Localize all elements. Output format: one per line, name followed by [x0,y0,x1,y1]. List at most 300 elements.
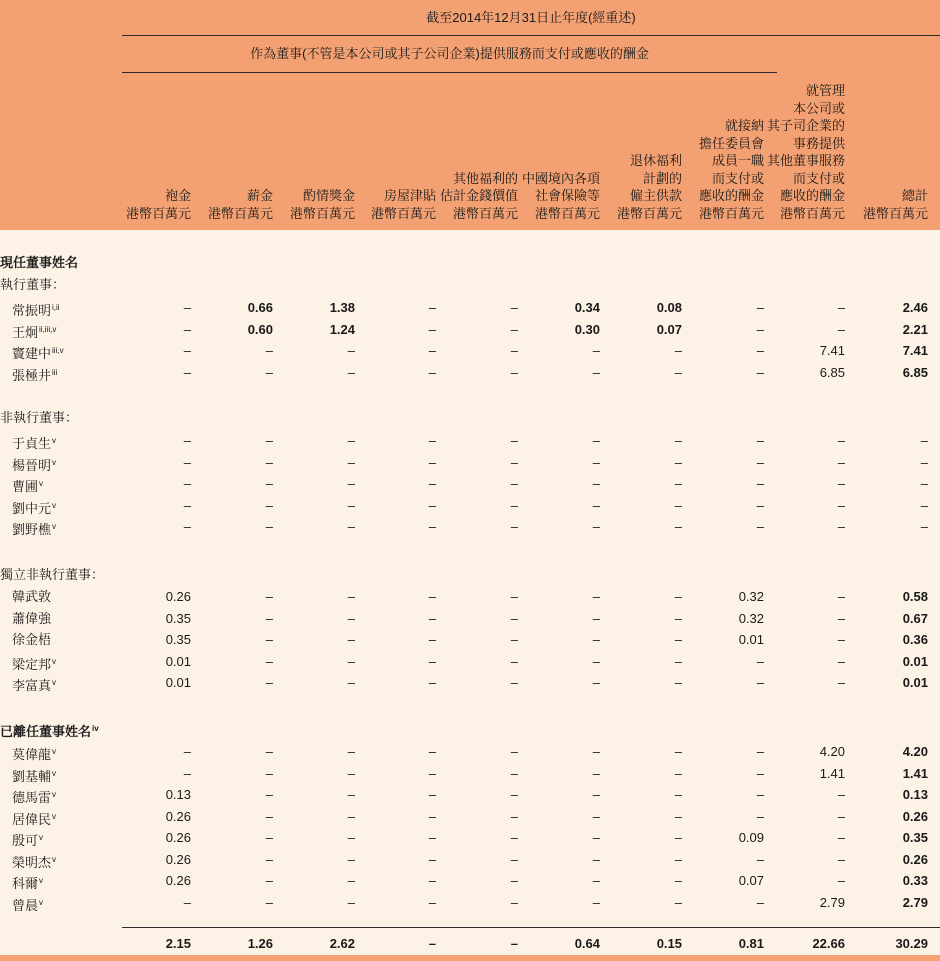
column-header-7: 退休福利 計劃的 僱主供款 港幣百萬元 [616,153,682,221]
value-cell: – [837,610,845,626]
footnote-ref: v [52,747,57,756]
value-cell: – [183,321,191,337]
footnote-ref: ii,iii,v [39,324,57,334]
director-name-text: 梁定邦 [12,656,52,672]
director-name-text: 莫偉龍 [12,747,52,762]
column-header-8: 就接納 擔任委員會 成員一職 而支付或 應收的酬金 港幣百萬元 [698,118,764,221]
footnote-ref: iii,v [52,346,64,355]
value-cell: – [265,873,273,888]
value-cell: – [510,851,518,867]
value-cell: – [510,343,518,358]
value-cell: – [592,519,600,534]
value-cell: 0.34 [574,300,600,315]
footnote-ref: v [52,436,57,445]
value-cell: – [265,343,273,358]
director-name [12,518,56,538]
value-cell: – [592,454,600,470]
director-name [12,475,43,495]
value-cell: 0.01 [902,653,928,669]
value-cell: – [347,808,355,824]
director-name [12,432,56,452]
value-cell: – [510,589,518,604]
value-cell: – [347,610,355,626]
value-cell: 0.32 [738,610,764,626]
value-cell: – [592,894,600,910]
value-cell: – [674,653,682,669]
value-cell: – [592,497,600,513]
value-cell: – [756,343,764,358]
totals-rule [122,927,940,928]
value-cell: – [674,497,682,513]
director-name-text: 榮明杰 [12,854,52,870]
director-name [12,786,56,806]
value-cell: – [265,653,273,669]
value-cell: – [837,321,845,337]
value-cell: – [756,653,764,669]
value-cell: – [183,300,191,315]
column-header-6: 中國境內各項 社會保險等 港幣百萬元 [521,170,600,221]
value-cell: – [756,808,764,824]
value-cell: – [920,454,928,470]
director-name-text: 王炯 [12,324,39,340]
value-cell: – [347,830,355,845]
value-cell: – [183,364,191,380]
footnote-ref: iii [52,367,58,377]
value-cell: – [674,787,682,802]
value-cell: – [428,632,436,647]
value-cell: – [347,476,355,491]
value-cell: – [347,632,355,647]
footnote-ref: v [39,876,44,885]
value-cell: 0.58 [902,589,928,604]
value-cell: – [920,519,928,534]
value-cell: – [837,787,845,802]
value-cell: – [920,476,928,491]
value-cell: – [756,476,764,491]
value-cell: 0.13 [165,787,191,802]
value-cell: – [428,364,436,380]
director-name [12,653,56,673]
value-cell: – [510,364,518,380]
value-cell: – [428,675,436,690]
director-name [12,829,43,849]
value-cell: – [347,675,355,690]
director-name [12,765,56,785]
value-cell: 0.30 [574,321,600,337]
value-cell: – [592,433,600,448]
value-cell: – [837,497,845,513]
column-header-5: 其他福利的 估計金錢價值 港幣百萬元 [439,170,518,221]
value-cell: 0.26 [165,851,191,867]
value-cell: 0.32 [738,589,764,604]
value-cell: – [837,454,845,470]
value-cell: – [756,300,764,315]
director-name [12,743,56,763]
value-cell: 0.07 [656,321,682,337]
director-name-text: 劉中元 [12,500,52,516]
value-cell: 4.20 [819,744,845,759]
value-cell: 1.38 [329,300,355,315]
value-cell: 0.26 [902,851,928,867]
value-cell: – [265,787,273,802]
footnote-ref: v [52,854,57,864]
value-cell: – [592,675,600,690]
director-name [12,454,56,474]
footnote-ref: v [39,479,44,488]
value-cell: 0.01 [902,675,928,690]
footnote-ref: v [52,811,57,821]
value-cell: – [510,765,518,781]
value-cell: – [592,476,600,491]
value-cell: 22.66 [812,936,845,951]
value-cell: – [428,653,436,669]
footnote-ref: v [39,897,44,907]
value-cell: – [183,497,191,513]
value-cell: – [510,454,518,470]
director-name-text: 德馬雷 [12,790,52,805]
value-cell: – [183,433,191,448]
value-cell: – [265,497,273,513]
value-cell: – [837,851,845,867]
footnote-ref: v [52,522,57,531]
director-name-text: 科爾 [12,876,39,891]
value-cell: – [674,765,682,781]
value-cell: – [674,476,682,491]
value-cell: – [920,497,928,513]
value-cell: – [756,364,764,380]
value-cell: – [265,894,273,910]
value-cell: – [428,787,436,802]
director-name [12,342,64,362]
value-cell: – [428,851,436,867]
value-cell: 7.41 [819,343,845,358]
value-cell: – [837,476,845,491]
value-cell: – [592,653,600,669]
director-name-text: 居偉民 [12,811,52,827]
value-cell: 7.41 [902,343,928,358]
value-cell: – [920,433,928,448]
value-cell: 1.26 [247,936,273,951]
value-cell: – [428,936,436,951]
value-cell: – [510,894,518,910]
value-cell: – [837,675,845,690]
value-cell: – [756,675,764,690]
value-cell: – [756,433,764,448]
value-cell: – [756,497,764,513]
director-name-text: 徐金梧 [12,632,52,647]
value-cell: 0.26 [902,808,928,824]
value-cell: – [837,519,845,534]
value-cell: – [756,321,764,337]
value-cell: – [265,744,273,759]
value-cell: – [347,343,355,358]
value-cell: 0.01 [165,675,191,690]
value-cell: – [510,744,518,759]
value-cell: – [510,936,518,951]
value-cell: – [510,497,518,513]
value-cell: – [265,589,273,604]
value-cell: – [674,433,682,448]
column-header-2: 薪金 港幣百萬元 [207,188,273,221]
value-cell: – [592,830,600,845]
value-cell: – [510,610,518,626]
value-cell: – [510,787,518,802]
value-cell: – [674,610,682,626]
director-name-text: 竇建中 [12,346,52,361]
value-cell: – [428,744,436,759]
director-name [12,497,56,517]
value-cell: 0.08 [656,300,682,315]
value-cell: 6.85 [819,364,845,380]
value-cell: – [510,476,518,491]
column-header-management: 就管理 本公司或 其子司企業的 事務提供 其他董事服務 而支付或 應收的酬金 港幣百萬元 [766,83,845,221]
value-cell: – [183,765,191,781]
group-divider [122,72,777,73]
value-cell: – [674,744,682,759]
value-cell: – [428,321,436,337]
header-divider [122,35,940,36]
value-cell: – [265,675,273,690]
value-cell: 0.26 [165,873,191,888]
value-cell: – [592,787,600,802]
director-name [12,851,56,871]
director-name-text: 張極井 [12,367,52,383]
value-cell: – [837,830,845,845]
value-cell: – [265,830,273,845]
value-cell: – [428,497,436,513]
value-cell: 30.29 [895,936,928,951]
value-cell: – [674,632,682,647]
value-cell: – [428,476,436,491]
value-cell: – [510,873,518,888]
value-cell: – [428,589,436,604]
value-cell: – [756,787,764,802]
value-cell: 4.20 [902,744,928,759]
director-name-text: 曾晨 [12,897,39,913]
section-title-former-text: 已離任董事姓名 [0,724,92,739]
director-name [12,610,51,627]
value-cell: – [592,343,600,358]
value-cell: – [265,632,273,647]
value-cell: – [347,765,355,781]
value-cell: 0.33 [902,873,928,888]
value-cell: 1.41 [902,765,928,781]
value-cell: – [592,632,600,647]
footnote-ref: v [52,678,57,687]
value-cell: 2.79 [902,894,928,910]
value-cell: – [837,653,845,669]
value-cell: – [183,454,191,470]
value-cell: – [347,519,355,534]
value-cell: – [837,589,845,604]
section-title-current: 現任董事姓名 [0,255,79,270]
value-cell: 2.79 [819,894,845,910]
value-cell: – [837,873,845,888]
value-cell: – [674,589,682,604]
director-name [12,674,56,694]
value-cell: 0.01 [738,632,764,647]
value-cell: – [592,364,600,380]
value-cell: – [265,476,273,491]
value-cell: – [510,433,518,448]
period-title: 截至2014年12月31日止年度(經重述) [426,10,636,25]
value-cell: – [756,519,764,534]
value-cell: 2.15 [165,936,191,951]
value-cell: 0.35 [902,830,928,845]
value-cell: – [347,873,355,888]
value-cell: 0.60 [247,321,273,337]
value-cell: 0.07 [738,873,764,888]
footnote-ref: v [52,457,57,467]
footnote-ref: v [52,500,57,510]
value-cell: – [756,765,764,781]
value-cell: – [592,808,600,824]
value-cell: – [592,744,600,759]
value-cell: 0.64 [574,936,600,951]
column-header-1: 袍金 港幣百萬元 [125,188,191,221]
value-cell: – [510,830,518,845]
table-header [0,0,940,230]
value-cell: 0.36 [902,632,928,647]
value-cell: – [510,519,518,534]
director-name-text: 劉基輔 [12,768,52,784]
value-cell: – [183,343,191,358]
value-cell: – [428,343,436,358]
value-cell: – [428,873,436,888]
value-cell: – [837,433,845,448]
footnote-ref: v [52,656,57,666]
value-cell: – [674,343,682,358]
value-cell: – [674,851,682,867]
value-cell: – [347,589,355,604]
value-cell: – [347,433,355,448]
director-name-text: 于貞生 [12,436,52,451]
value-cell: – [837,808,845,824]
section-title-former [0,720,99,740]
director-name [12,299,60,319]
value-cell: – [428,454,436,470]
value-cell: – [592,589,600,604]
value-cell: – [510,632,518,647]
footnote-ref: v [52,790,57,799]
value-cell: – [265,454,273,470]
value-cell: – [674,894,682,910]
director-name [12,631,51,648]
value-cell: – [347,364,355,380]
group-title-independent: 獨立非執行董事： [0,567,105,582]
value-cell: 0.26 [165,808,191,824]
value-cell: 0.26 [165,589,191,604]
director-name [12,321,56,341]
value-cell: – [674,808,682,824]
value-cell: – [347,497,355,513]
director-name-text: 常振明 [12,303,52,318]
director-name [12,364,57,384]
value-cell: 0.81 [738,936,764,951]
value-cell: 2.21 [902,321,928,337]
value-cell: – [674,454,682,470]
value-cell: – [347,454,355,470]
value-cell: – [428,610,436,626]
value-cell: 1.24 [329,321,355,337]
value-cell: – [592,851,600,867]
value-cell: 0.15 [656,936,682,951]
value-cell: 1.41 [819,765,845,781]
footnote-ref: i,ii [52,303,60,312]
footnote-ref: iv [92,724,99,733]
value-cell: – [183,519,191,534]
value-cell: – [347,744,355,759]
value-cell: – [756,851,764,867]
value-cell: – [347,894,355,910]
value-cell: – [428,433,436,448]
value-cell: 0.09 [738,830,764,845]
value-cell: 0.01 [165,653,191,669]
value-cell: – [592,610,600,626]
value-cell: – [837,300,845,315]
value-cell: – [510,300,518,315]
value-cell: – [592,873,600,888]
director-name-text: 蕭偉強 [12,610,52,626]
column-header-4: 房屋津貼 港幣百萬元 [370,188,436,221]
value-cell: – [428,894,436,910]
value-cell: 0.35 [165,610,191,626]
value-cell: – [674,675,682,690]
value-cell: – [756,894,764,910]
value-cell: – [183,894,191,910]
value-cell: – [265,851,273,867]
value-cell: – [674,519,682,534]
value-cell: – [265,364,273,380]
column-header-10: 總計 港幣百萬元 [862,188,928,221]
group-title-non-executive: 非執行董事： [0,410,79,425]
value-cell: – [837,632,845,647]
value-cell: – [428,300,436,315]
value-cell: – [592,765,600,781]
value-cell: – [265,610,273,626]
value-cell: – [428,765,436,781]
director-name [12,588,51,605]
bottom-rule [0,955,940,961]
footnote-ref: v [39,833,44,842]
director-name-text: 殷可 [12,833,39,848]
column-header-3: 酌情獎金 港幣百萬元 [289,188,355,221]
value-cell: – [674,364,682,380]
value-cell: – [428,519,436,534]
value-cell: 0.13 [902,787,928,802]
value-cell: – [347,851,355,867]
director-name-text: 韓武敦 [12,589,52,604]
value-cell: – [183,476,191,491]
director-name [12,808,56,828]
value-cell: – [347,653,355,669]
director-name-text: 曹圃 [12,479,39,494]
value-cell: 6.85 [902,364,928,380]
value-cell: – [510,808,518,824]
value-cell: – [756,454,764,470]
group-title-executive: 執行董事： [0,277,66,292]
value-cell: – [428,830,436,845]
director-name-text: 劉野樵 [12,522,52,537]
value-cell: – [428,808,436,824]
value-cell: 0.66 [247,300,273,315]
value-cell: – [265,519,273,534]
value-cell: 0.26 [165,830,191,845]
value-cell: – [265,808,273,824]
value-cell: – [265,765,273,781]
value-cell: – [265,433,273,448]
value-cell: 2.46 [902,300,928,315]
